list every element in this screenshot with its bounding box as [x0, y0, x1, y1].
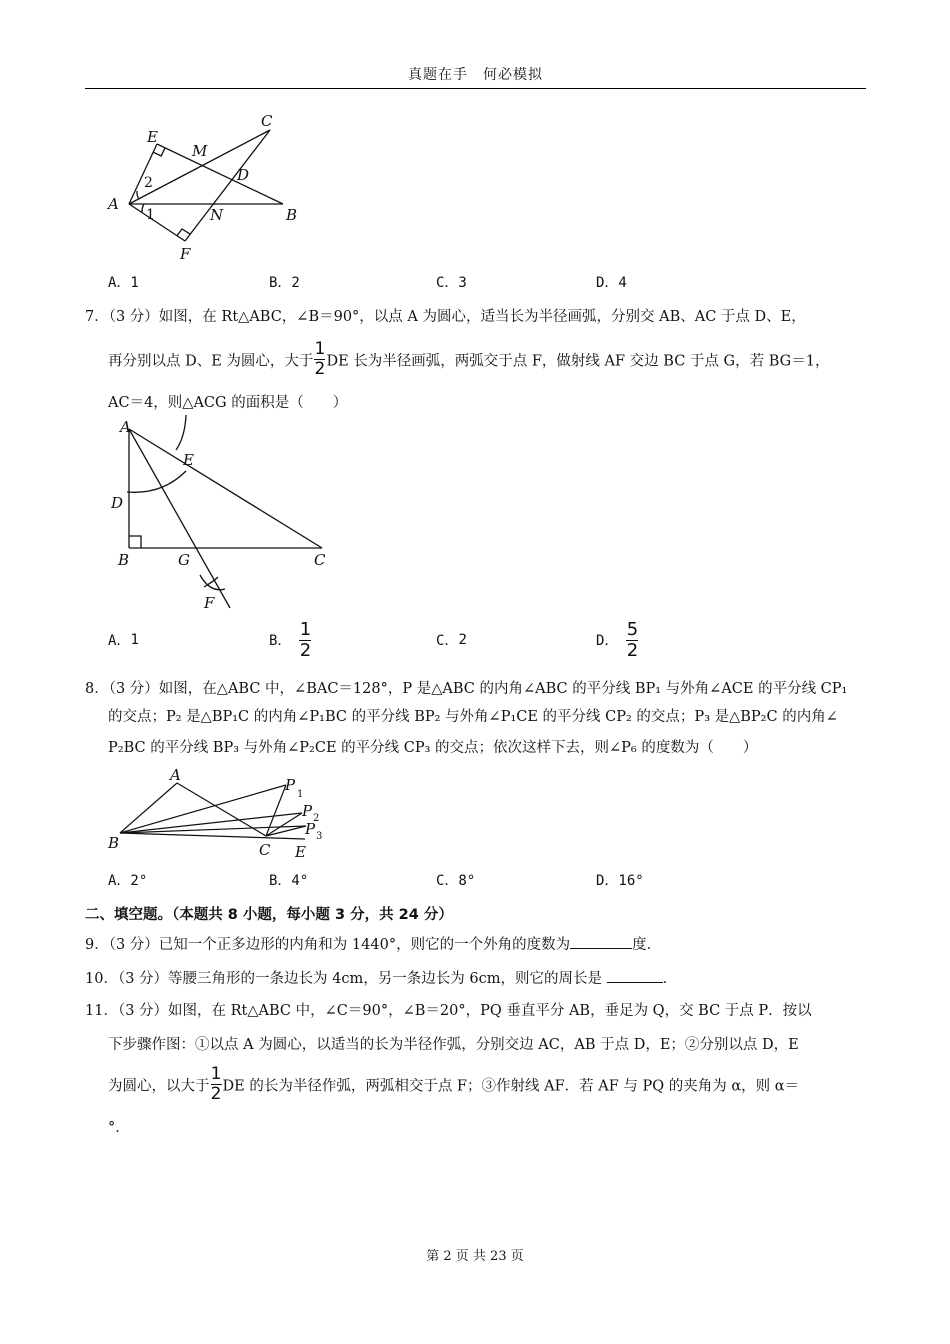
- q6-label-e: E: [147, 128, 158, 146]
- q7-label-c: C: [314, 551, 326, 569]
- q8-figure: [100, 766, 340, 862]
- q7-label-e: E: [183, 451, 194, 469]
- q8-option-d[interactable]: D．16°: [596, 873, 644, 889]
- q7-fraction: [314, 341, 325, 378]
- header-rule: [85, 88, 866, 89]
- q6-option-c[interactable]: C．3: [436, 275, 467, 291]
- q7-option-b[interactable]: [269, 620, 311, 660]
- q10-line: [85, 967, 866, 988]
- q7-right-angle-b: [129, 536, 141, 548]
- q6-label-angle2: 2: [144, 175, 153, 191]
- q11-line-4: °．: [108, 1120, 130, 1136]
- q8-label-e: E: [295, 843, 306, 861]
- q8-segment-cp1: [266, 785, 286, 836]
- q6-option-a[interactable]: A．1: [108, 275, 139, 291]
- q7-option-b-den: 2: [299, 639, 312, 661]
- q7-option-d-den: 2: [626, 639, 639, 661]
- q8-segment-be: [120, 833, 305, 839]
- q7-option-b-letter: B．: [269, 633, 292, 649]
- q7-line-2: [108, 339, 866, 380]
- q11-frac-num: 1: [210, 1064, 222, 1084]
- q11-line-3a: 为圆心，以大于: [108, 1078, 210, 1095]
- q8-line-3: P₂BC 的平分线 BP₃ 与外角∠P₂CE 的平分线 CP₃ 的交点；依次这样下去，则∠P₆ 的度数为（ ）: [108, 740, 758, 756]
- q7-option-c-value: 2: [458, 632, 467, 648]
- q8-label-p3-sub: 3: [316, 831, 323, 842]
- section-title: 二、填空题。（本题共 8 小题，每小题 3 分，共 24 分）: [85, 907, 453, 923]
- q7-label-b: B: [118, 551, 130, 569]
- q6-option-b[interactable]: B．2: [269, 275, 300, 291]
- q7-label-d: D: [111, 494, 124, 512]
- q7-line-2a: 再分别以点 D、E 为圆心，大于: [108, 353, 314, 370]
- q10-text-a: 10．（3 分）等腰三角形的一条边长为 4cm，另一条边长为 6cm，则它的周长是: [85, 971, 607, 987]
- q6-label-m: M: [192, 142, 208, 160]
- q7-frac-den: 2: [314, 359, 326, 379]
- q7-option-d-num: 5: [626, 618, 639, 640]
- q6-label-a: A: [108, 195, 119, 213]
- q7-option-d[interactable]: [596, 620, 638, 660]
- q6-diagram: [100, 108, 310, 268]
- q7-ray-af: [129, 429, 230, 608]
- q7-label-f: F: [204, 594, 215, 612]
- q7-arc-from-a-upper: [176, 415, 186, 450]
- q7-line-3: AC＝4，则△ACG 的面积是（ ）: [108, 395, 348, 411]
- q9-text-b: 度．: [632, 937, 662, 953]
- q8-label-a: A: [170, 766, 181, 784]
- q7-option-d-fraction: [626, 618, 639, 661]
- q11-line-1: 11．（3 分）如图，在 Rt△ABC 中，∠C＝90°，∠B＝20°，PQ 垂直平分 AB，垂足为 Q，交 BC 于点 P．按以: [85, 1003, 812, 1019]
- q10-answer-blank[interactable]: [607, 982, 663, 983]
- q6-label-c: C: [261, 112, 273, 130]
- q6-segment-ae: [129, 144, 157, 204]
- q7-frac-num: 1: [314, 339, 326, 359]
- q8-segment-ba: [120, 783, 177, 833]
- q6-option-d[interactable]: D．4: [596, 275, 627, 291]
- q8-label-b: B: [108, 834, 120, 852]
- q6-angle-arc-2: [137, 191, 139, 199]
- q11-line-2: 下步骤作图：①以点 A 为圆心，以适当的长为半径作弧，分别交边 AC，AB 于点 D，E；②分别以点 D，E: [108, 1037, 799, 1053]
- q10-text-b: ．: [662, 971, 678, 987]
- q7-option-b-fraction: [299, 618, 312, 661]
- q9-text-a: 9．（3 分）已知一个正多边形的内角和为 1440°，则它的一个外角的度数为: [85, 937, 571, 953]
- q8-line-2: 的交点；P₂ 是△BP₁C 的内角∠P₁BC 的平分线 BP₂ 与外角∠P₁CE 的平分线 CP₂ 的交点；P₃ 是△BP₂C 的内角∠: [108, 709, 838, 725]
- q6-label-b: B: [286, 206, 298, 224]
- q6-label-angle1: 1: [146, 207, 155, 223]
- q7-option-a-value: 1: [130, 632, 139, 648]
- page-header: 真题在手 何必模拟: [408, 67, 543, 83]
- q7-option-c[interactable]: [436, 620, 467, 660]
- page-footer: 第 2 页 共 23 页: [426, 1249, 524, 1264]
- q7-option-a[interactable]: [108, 620, 139, 660]
- q8-label-p1-sub: 1: [297, 789, 304, 800]
- q8-option-a[interactable]: A．2°: [108, 873, 148, 889]
- q7-label-g: G: [178, 551, 190, 569]
- q8-label-p2-sub: 2: [313, 813, 320, 824]
- q11-fraction: [211, 1066, 222, 1103]
- q7-label-a: A: [120, 418, 131, 436]
- q8-label-c: C: [259, 841, 271, 859]
- q8-segment-bp1: [120, 785, 286, 833]
- q6-angle-arc-1: [142, 204, 144, 212]
- q6-figure: [100, 108, 310, 268]
- q8-option-c[interactable]: C．8°: [436, 873, 476, 889]
- q6-label-n: N: [210, 206, 224, 224]
- q7-arc-from-a-lower: [127, 471, 186, 492]
- q8-diagram: [100, 766, 340, 862]
- q7-option-c-letter: C．: [436, 633, 459, 649]
- q7-line-1: 7．（3 分）如图，在 Rt△ABC，∠B＝90°，以点 A 为圆心，适当长为半径画弧，分别交 AB、AC 于点 D、E，: [85, 309, 806, 325]
- q8-option-b[interactable]: B．4°: [269, 873, 309, 889]
- q7-option-a-letter: A．: [108, 633, 131, 649]
- q11-line-3b: DE 的长为半径作弧，两弧相交于点 F；③作射线 AF．若 AF 与 PQ 的夹角为 α，则 α＝: [222, 1078, 800, 1095]
- q6-label-f: F: [180, 245, 191, 263]
- q7-option-d-letter: D．: [596, 633, 619, 649]
- q9-line: [85, 933, 866, 954]
- q11-frac-den: 2: [210, 1084, 222, 1104]
- q7-option-b-num: 1: [299, 618, 312, 640]
- q7-line-2b: DE 长为半径画弧，两弧交于点 F，做射线 AF 交边 BC 于点 G，若 BG＝1，: [326, 353, 830, 370]
- q8-label-p1: P: [285, 776, 296, 794]
- q7-figure: [100, 415, 340, 615]
- q8-line-1: 8．（3 分）如图，在△ABC 中，∠BAC＝128°，P 是△ABC 的内角∠ABC 的平分线 BP₁ 与外角∠ACE 的平分线 CP₁: [85, 681, 848, 697]
- q6-right-angle-f: [177, 229, 190, 236]
- q11-line-3: [108, 1064, 866, 1105]
- q9-answer-blank[interactable]: [570, 948, 632, 949]
- q7-diagram: [100, 415, 340, 615]
- q6-label-d: D: [237, 166, 250, 184]
- q8-label-p2: P: [302, 802, 313, 820]
- q8-label-p3: P: [305, 820, 316, 838]
